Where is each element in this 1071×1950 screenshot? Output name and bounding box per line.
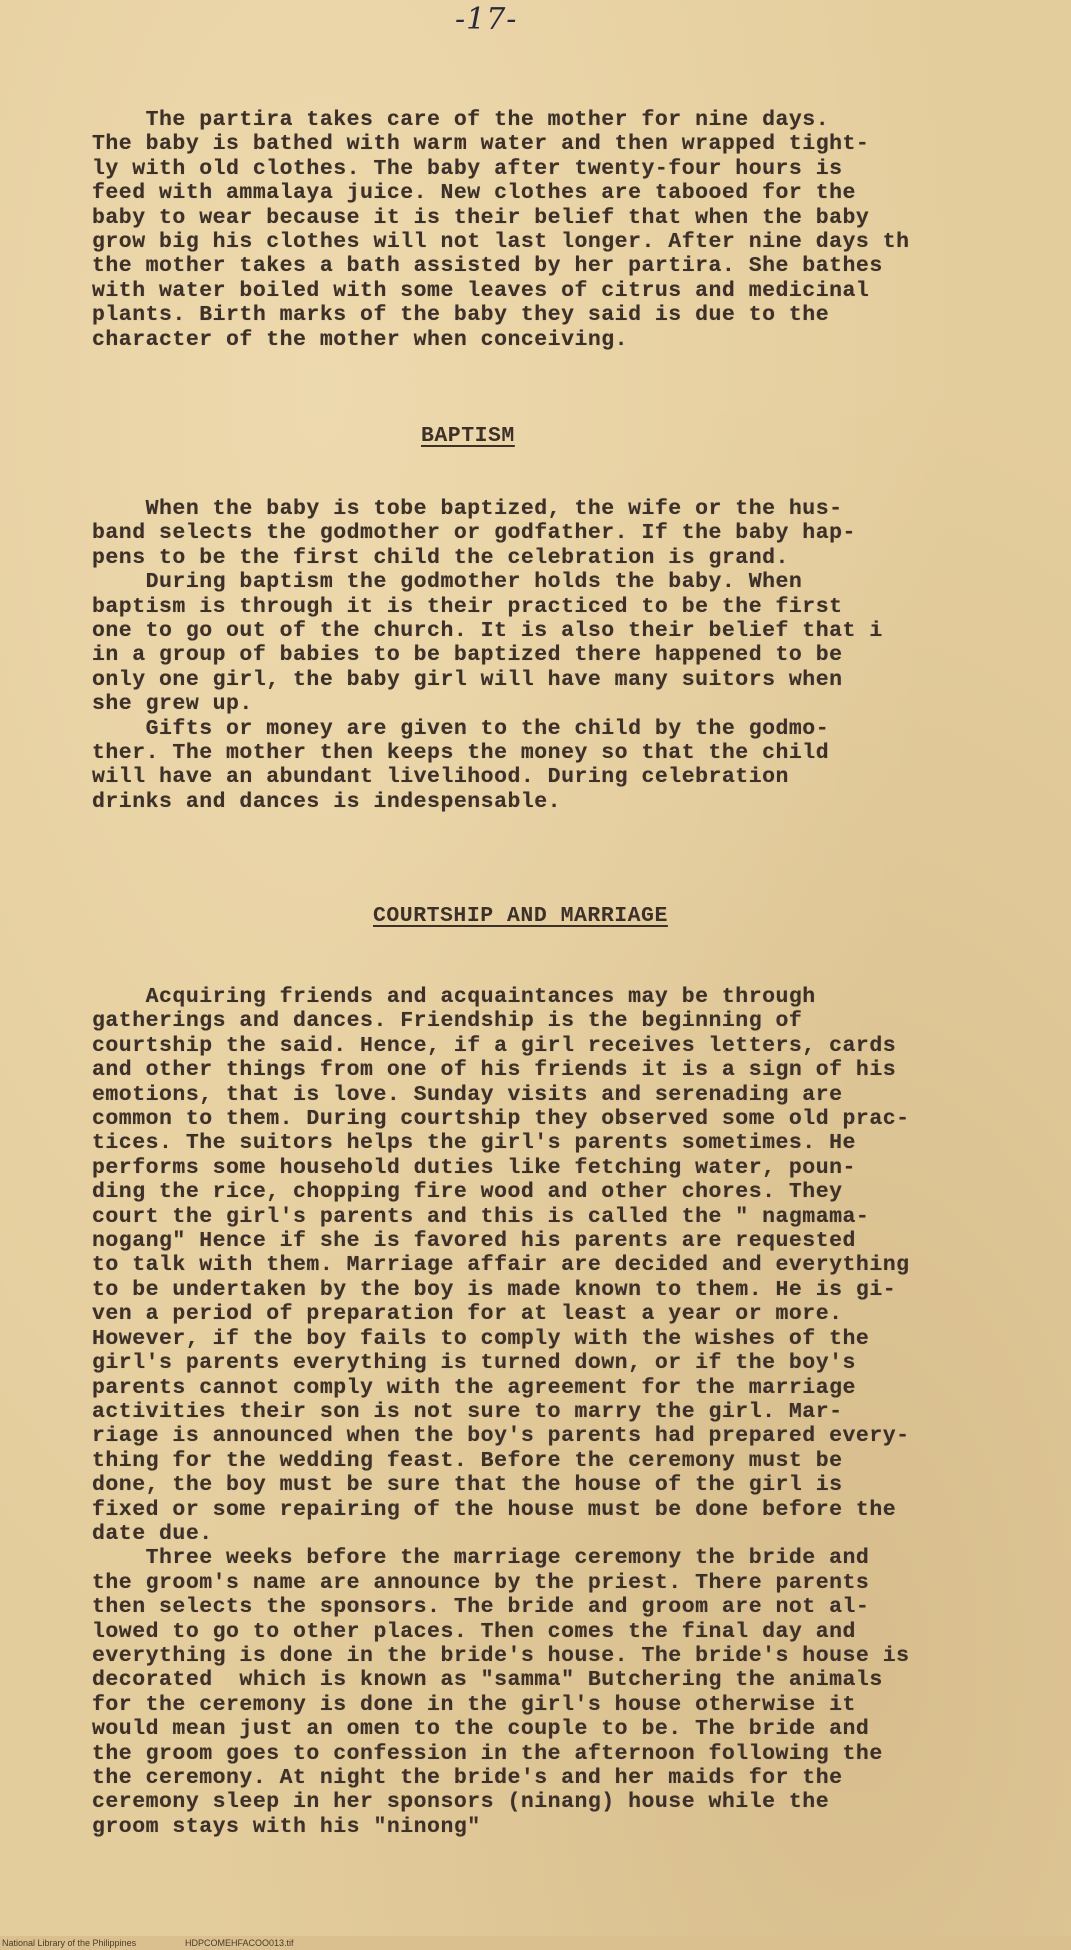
page-number: -17- — [455, 2, 518, 37]
heading-baptism: BAPTISM — [421, 424, 515, 448]
paragraph-baptism: When the baby is tobe baptized, the wife or the hus- band selects the godmother or godfather. If the baby hap- pens to be the first child the celebration is grand. During baptism the godmother holds the baby. When baptism is through it is their practiced to be the first one to go out of the church. It is also their belief that i in a group of babies to be baptized there happened to be only one girl, the baby girl will have many suitors when she grew up. Gifts or money are given to the child by the godmo- ther. The mother then keeps the money so that the child will have an abundant livelihood. During celebration drinks and dances is indespensable. — [92, 497, 883, 814]
paragraph-courtship: Acquiring friends and acquaintances may be through gatherings and dances. Friendship is the beginning of courtship the said. Hence, if a girl receives letters, cards and other things from one of his friends it is a sign of his emotions, that is love. Sunday visits and serenading are common to them. During courtship they observed some old prac- tices. The suitors helps the girl's parents sometimes. He performs some household duties like fetching water, poun- ding the rice, chopping fire wood and other chores. They court the girl's parents and this is called the " nagmama- nogang" Hence if she is favored his parents are requested to talk with them. Marriage affair are decided and everything to be undertaken by the boy is made known to them. He is gi- ven a period of preparation for at least a year or more. However, if the boy fails to comply with the wishes of the girl's parents everything is turned down, or if the boy's parents cannot comply with the agreement for the marriage activities their son is not sure to marry the girl. Mar- riage is announced when the boy's parents had prepared every- thing for the wedding feast. Before the ceremony must be done, the boy must be sure that the house of the girl is fixed or some repairing of the house must be done before the date due. Three weeks before the marriage ceremony the bride and the groom's name are announce by the priest. There parents then selects the sponsors. The bride and groom are not al- lowed to go to other places. Then comes the final day and everything is done in the bride's house. The bride's house is decorated which is known as "samma" Butchering the animals for the ceremony is done in the girl's house otherwise it would mean just an omen to the couple to be. The bride and the groom goes to confession in the afternoon following the the ceremony. At night the bride's and her maids for the ceremony sleep in her sponsors (ninang) house while the groom stays with his "ninong" — [92, 985, 910, 1839]
footer-filename: HDPCOMEHFACOO013.tif — [185, 1938, 294, 1948]
heading-courtship-and-marriage: COURTSHIP AND MARRIAGE — [373, 904, 668, 928]
scan-footer — [0, 1936, 1071, 1950]
footer-source: National Library of the Philippines — [2, 1938, 137, 1948]
paragraph-postpartum: The partira takes care of the mother for nine days. The baby is bathed with warm water and then wrapped tight- ly with old clothes. The baby after twenty-four hours is feed with ammalaya juice. New clothes are tabooed for the baby to wear because it is their belief that when the baby grow big his clothes will not last longer. After nine days th the mother takes a bath assisted by her partira. She bathes with water boiled with some leaves of citrus and medicinal plants. Birth marks of the baby they said is due to the character of the mother when conceiving. — [92, 108, 910, 352]
